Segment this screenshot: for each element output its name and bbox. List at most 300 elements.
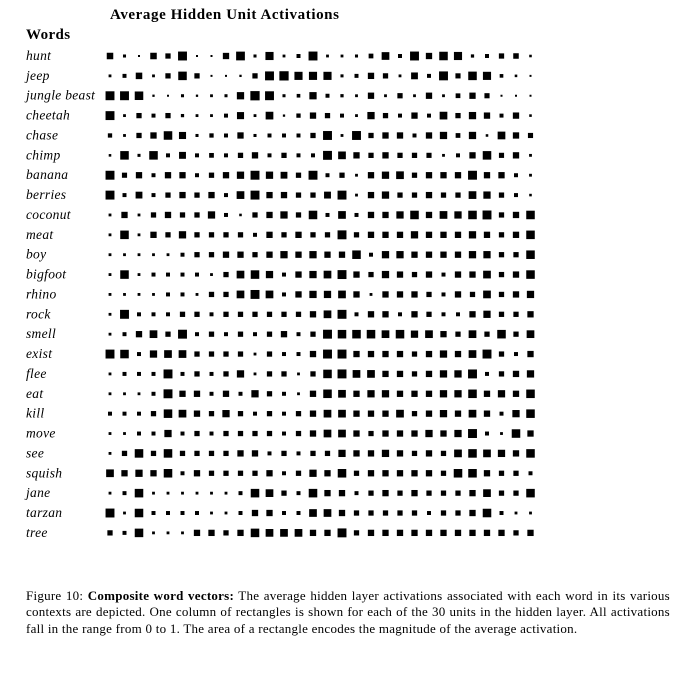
activation-cell bbox=[152, 193, 156, 197]
activation-cell bbox=[194, 371, 199, 376]
activation-cell bbox=[367, 112, 374, 119]
activation-cell bbox=[266, 212, 272, 218]
activation-cell bbox=[238, 232, 243, 237]
activation-cell bbox=[120, 231, 129, 240]
activation-cell bbox=[427, 114, 431, 118]
activation-cell bbox=[368, 93, 374, 99]
activation-cell bbox=[338, 410, 346, 418]
activation-cell bbox=[237, 450, 243, 456]
activation-cell bbox=[123, 134, 126, 137]
activation-cell bbox=[164, 449, 173, 458]
activation-cell bbox=[136, 331, 142, 337]
activation-cell bbox=[281, 312, 286, 317]
activation-cell bbox=[224, 94, 227, 97]
activation-cell bbox=[309, 509, 317, 517]
activation-cell bbox=[527, 530, 533, 536]
activation-cell bbox=[382, 470, 388, 476]
activation-cell bbox=[526, 211, 535, 220]
activation-cell bbox=[483, 271, 491, 279]
activation-cell bbox=[413, 94, 416, 97]
activation-cell bbox=[135, 529, 144, 538]
activation-cell bbox=[411, 391, 417, 397]
activation-cell bbox=[338, 430, 346, 438]
row-label: jeep bbox=[26, 67, 50, 83]
activation-cell bbox=[513, 132, 519, 138]
activation-cell bbox=[499, 351, 504, 356]
activation-cell bbox=[310, 451, 315, 456]
activation-cell bbox=[106, 171, 115, 180]
activation-cell bbox=[137, 432, 141, 436]
activation-cell bbox=[353, 391, 359, 397]
activation-cell bbox=[397, 271, 403, 277]
activation-cell bbox=[354, 471, 359, 476]
activation-cell bbox=[238, 351, 243, 356]
activation-cell bbox=[338, 291, 346, 299]
activation-cell bbox=[297, 133, 301, 137]
activation-cell bbox=[352, 131, 361, 140]
activation-cell bbox=[397, 132, 403, 138]
activation-cell bbox=[181, 114, 184, 117]
activation-cell bbox=[194, 252, 199, 257]
activation-cell bbox=[164, 409, 173, 418]
activation-cell bbox=[427, 511, 431, 515]
activation-cell bbox=[368, 192, 374, 198]
activation-cell bbox=[150, 53, 157, 60]
activation-cell bbox=[297, 352, 301, 356]
activation-cell bbox=[237, 530, 243, 536]
activation-cell bbox=[483, 311, 490, 318]
activation-cell bbox=[109, 74, 112, 77]
activation-cell bbox=[469, 490, 475, 496]
activation-cell bbox=[224, 114, 228, 118]
activation-cell bbox=[224, 332, 228, 336]
activation-cell bbox=[165, 212, 171, 218]
activation-cell bbox=[165, 113, 170, 118]
activation-cell bbox=[223, 451, 228, 456]
activation-cell bbox=[456, 93, 461, 98]
activation-cell bbox=[251, 390, 258, 397]
activation-cell bbox=[239, 491, 243, 495]
activation-cell bbox=[267, 371, 272, 376]
activation-cell bbox=[120, 151, 129, 160]
activation-cell bbox=[352, 250, 361, 259]
activation-cell bbox=[398, 312, 402, 316]
activation-cell bbox=[441, 491, 446, 496]
activation-cell bbox=[179, 410, 187, 418]
activation-cell bbox=[209, 351, 214, 356]
activation-cell bbox=[396, 251, 403, 258]
activation-cell bbox=[324, 310, 332, 318]
activation-cell bbox=[338, 528, 347, 537]
activation-cell bbox=[513, 371, 519, 377]
activation-cell bbox=[398, 114, 402, 118]
activation-cell bbox=[109, 373, 112, 376]
activation-cell bbox=[323, 350, 332, 359]
activation-cell bbox=[353, 291, 359, 297]
activation-cell bbox=[209, 252, 214, 257]
activation-cell bbox=[152, 392, 156, 396]
activation-cell bbox=[338, 450, 345, 457]
activation-cell bbox=[224, 193, 228, 197]
activation-cell bbox=[354, 510, 359, 515]
activation-cell bbox=[513, 530, 518, 535]
activation-cell bbox=[107, 53, 114, 60]
activation-cell bbox=[310, 311, 316, 317]
activation-cell bbox=[382, 430, 388, 436]
activation-cell bbox=[353, 450, 359, 456]
activation-cell bbox=[338, 230, 347, 239]
activation-cell bbox=[310, 430, 316, 436]
activation-cell bbox=[106, 350, 115, 359]
activation-cell bbox=[195, 273, 199, 277]
activation-cell bbox=[252, 312, 257, 317]
activation-cell bbox=[499, 232, 504, 237]
activation-cell bbox=[181, 432, 185, 436]
activation-cell bbox=[468, 429, 477, 438]
activation-cell bbox=[181, 471, 185, 475]
activation-cell bbox=[237, 172, 244, 179]
activation-cell bbox=[123, 54, 126, 57]
activation-cell bbox=[178, 72, 187, 81]
activation-cell bbox=[251, 171, 260, 180]
activation-cells bbox=[106, 52, 535, 538]
activation-cell bbox=[426, 371, 432, 377]
activation-cell bbox=[455, 530, 461, 536]
activation-cell bbox=[513, 312, 518, 317]
activation-cell bbox=[499, 292, 504, 297]
activation-cell bbox=[167, 492, 170, 495]
activation-cell bbox=[211, 75, 213, 77]
activation-cell bbox=[498, 132, 506, 140]
activation-cell bbox=[397, 192, 402, 197]
activation-cell bbox=[109, 392, 112, 395]
activation-cell bbox=[209, 153, 214, 158]
activation-cell bbox=[382, 291, 388, 297]
activation-cell bbox=[326, 213, 330, 217]
activation-cell bbox=[310, 232, 315, 237]
activation-cell bbox=[455, 491, 460, 496]
activation-cell bbox=[369, 253, 373, 257]
activation-cell bbox=[513, 232, 519, 238]
activation-cell bbox=[279, 71, 288, 80]
activation-cell bbox=[282, 511, 286, 515]
activation-cell bbox=[526, 390, 535, 399]
activation-cell bbox=[341, 134, 344, 137]
activation-cell bbox=[382, 212, 388, 218]
activation-cell bbox=[412, 411, 417, 416]
row-label: coconut bbox=[26, 206, 71, 222]
activation-cell bbox=[396, 410, 404, 418]
activation-cell bbox=[440, 252, 446, 258]
activation-cell bbox=[109, 333, 112, 336]
activation-cell bbox=[310, 371, 315, 376]
activation-cell bbox=[268, 133, 272, 137]
activation-cell bbox=[483, 291, 491, 299]
activation-cell bbox=[338, 211, 346, 219]
activation-cell bbox=[411, 72, 418, 79]
caption-bold: Composite word vectors: bbox=[87, 588, 235, 603]
row-label: chase bbox=[26, 127, 59, 143]
activation-cell bbox=[223, 371, 228, 376]
activation-cell bbox=[222, 410, 229, 417]
activation-cell bbox=[209, 232, 214, 237]
activation-cell bbox=[455, 252, 461, 258]
activation-cell bbox=[455, 232, 461, 238]
activation-cell bbox=[500, 511, 504, 515]
activation-cell bbox=[164, 430, 171, 437]
activation-cell bbox=[483, 350, 492, 359]
activation-cell bbox=[297, 511, 301, 515]
activation-cell bbox=[123, 332, 127, 336]
activation-cell bbox=[194, 391, 200, 397]
activation-cell bbox=[152, 372, 156, 376]
activation-cell bbox=[123, 114, 126, 117]
activation-cell bbox=[150, 232, 156, 238]
activation-cell bbox=[181, 492, 184, 495]
row-label: tree bbox=[26, 524, 48, 540]
activation-cell bbox=[397, 93, 402, 98]
activation-cell bbox=[382, 232, 388, 238]
activation-cell bbox=[120, 270, 129, 279]
activation-cell bbox=[500, 114, 504, 118]
activation-cell bbox=[253, 134, 256, 137]
activation-cell bbox=[237, 291, 245, 299]
activation-cell bbox=[194, 411, 200, 417]
activation-cell bbox=[440, 232, 446, 238]
activation-cell bbox=[382, 371, 388, 377]
activation-cell bbox=[121, 212, 127, 218]
activation-cell bbox=[513, 252, 518, 257]
activation-cell bbox=[454, 450, 462, 458]
activation-cell bbox=[267, 391, 272, 396]
activation-cell bbox=[455, 351, 461, 357]
activation-cell bbox=[136, 133, 141, 138]
activation-cell bbox=[440, 370, 447, 377]
activation-cell bbox=[500, 74, 504, 78]
activation-cell bbox=[353, 370, 361, 378]
activation-cell bbox=[527, 430, 533, 436]
activation-cell bbox=[239, 511, 243, 515]
activation-cell bbox=[499, 153, 504, 158]
activation-cell bbox=[266, 529, 274, 537]
activation-cell bbox=[109, 432, 112, 435]
activation-cell bbox=[282, 94, 285, 97]
activation-cell bbox=[223, 232, 228, 237]
activation-cell bbox=[368, 153, 373, 158]
activation-cell bbox=[223, 172, 229, 178]
activation-cell bbox=[296, 411, 301, 416]
activation-cell bbox=[309, 291, 316, 298]
activation-cell bbox=[483, 450, 491, 458]
activation-cell bbox=[471, 54, 474, 57]
activation-cell bbox=[515, 75, 518, 78]
activation-cell bbox=[237, 271, 245, 279]
activation-cell bbox=[251, 270, 260, 279]
activation-cell bbox=[367, 390, 374, 397]
activation-cell bbox=[426, 252, 432, 258]
activation-cell bbox=[410, 211, 419, 220]
activation-cell bbox=[196, 293, 199, 296]
activation-cell bbox=[296, 431, 301, 436]
activation-cell bbox=[484, 172, 490, 178]
activation-cell bbox=[196, 55, 198, 57]
activation-cell bbox=[152, 273, 156, 277]
activation-cell bbox=[297, 54, 301, 58]
activation-cell bbox=[310, 411, 316, 417]
activation-cell bbox=[281, 451, 286, 456]
activation-cell bbox=[165, 192, 170, 197]
activation-cell bbox=[455, 172, 461, 178]
activation-cell bbox=[368, 450, 374, 456]
activation-cell bbox=[252, 450, 258, 456]
activation-cell bbox=[468, 449, 477, 458]
activation-cell bbox=[106, 509, 115, 518]
activation-cell bbox=[252, 510, 258, 516]
activation-cell bbox=[382, 390, 389, 397]
activation-cell bbox=[152, 432, 156, 436]
activation-cell bbox=[282, 292, 286, 296]
activation-cell bbox=[152, 312, 156, 316]
activation-cell bbox=[181, 511, 185, 515]
activation-cell bbox=[483, 72, 491, 80]
activation-cell bbox=[106, 91, 115, 100]
activation-cell bbox=[138, 392, 141, 395]
activation-cell bbox=[250, 91, 259, 100]
activation-cell bbox=[309, 52, 318, 61]
activation-cell bbox=[181, 531, 184, 534]
activation-cell bbox=[486, 134, 489, 137]
activation-cell bbox=[485, 432, 489, 436]
activation-cell bbox=[382, 52, 390, 60]
activation-cell bbox=[196, 114, 199, 117]
activation-cell bbox=[529, 174, 532, 177]
activation-cell bbox=[412, 351, 417, 356]
activation-cell bbox=[210, 492, 213, 495]
activation-cell bbox=[123, 531, 127, 535]
activation-cell bbox=[237, 92, 244, 99]
activation-cell bbox=[267, 431, 272, 436]
activation-cell bbox=[397, 470, 403, 476]
activation-cell bbox=[455, 510, 460, 515]
activation-cell bbox=[454, 390, 461, 397]
activation-cell bbox=[441, 192, 446, 197]
activation-cell bbox=[426, 530, 432, 536]
activation-cell bbox=[440, 331, 446, 337]
activation-cell bbox=[397, 291, 403, 297]
activation-cell bbox=[165, 232, 170, 237]
activation-cell bbox=[254, 114, 257, 117]
activation-cell bbox=[310, 391, 316, 397]
activation-cell bbox=[281, 371, 286, 376]
activation-cell bbox=[294, 72, 302, 80]
activation-cell bbox=[224, 153, 228, 157]
activation-cell bbox=[468, 211, 477, 220]
activation-cell bbox=[223, 53, 229, 59]
activation-cell bbox=[527, 370, 534, 377]
activation-cell bbox=[324, 530, 330, 536]
activation-cell bbox=[164, 469, 173, 478]
activation-cell bbox=[440, 410, 447, 417]
row-label: hunt bbox=[26, 48, 52, 63]
activation-cell bbox=[324, 252, 330, 258]
activation-cell bbox=[251, 529, 260, 538]
activation-cell bbox=[209, 292, 214, 297]
activation-cell bbox=[325, 451, 330, 456]
activation-cell bbox=[266, 112, 274, 120]
words-heading: Words bbox=[26, 27, 71, 43]
activation-cell bbox=[324, 271, 332, 279]
activation-cell bbox=[513, 491, 518, 496]
activation-cell bbox=[355, 54, 358, 57]
row-label: squish bbox=[26, 465, 63, 481]
activation-cell bbox=[136, 192, 143, 199]
activation-cell bbox=[266, 271, 273, 278]
activation-cell bbox=[325, 113, 330, 118]
activation-cell bbox=[238, 411, 243, 416]
activation-cell bbox=[283, 55, 286, 58]
activation-cell bbox=[382, 530, 388, 536]
activation-cell bbox=[499, 212, 504, 217]
activation-cell bbox=[196, 492, 199, 495]
activation-cell bbox=[137, 312, 141, 316]
activation-cell bbox=[180, 312, 185, 317]
activation-cell bbox=[223, 351, 228, 356]
activation-cell bbox=[136, 113, 141, 118]
activation-cell bbox=[442, 312, 446, 316]
activation-cell bbox=[194, 232, 199, 237]
activation-cell bbox=[382, 450, 389, 457]
activation-cell bbox=[370, 293, 373, 296]
activation-cell bbox=[210, 392, 214, 396]
activation-cell bbox=[355, 194, 358, 197]
activation-cell bbox=[297, 392, 300, 395]
activation-cell bbox=[323, 151, 332, 160]
activation-cell bbox=[411, 530, 417, 536]
activation-cell bbox=[368, 510, 373, 515]
activation-cell bbox=[295, 271, 301, 277]
activation-cell bbox=[324, 509, 332, 517]
activation-cell bbox=[280, 211, 287, 218]
activation-cell bbox=[179, 152, 186, 159]
activation-cell bbox=[399, 74, 402, 77]
activation-cell bbox=[454, 52, 462, 60]
activation-cell bbox=[309, 211, 318, 220]
activation-cell bbox=[237, 191, 245, 199]
activation-cell bbox=[397, 530, 403, 536]
activation-cell bbox=[252, 152, 258, 158]
activation-cell bbox=[208, 192, 214, 198]
row-label: cheetah bbox=[26, 107, 71, 123]
activation-cell bbox=[530, 95, 532, 97]
activation-cell bbox=[310, 351, 316, 357]
activation-cell bbox=[355, 174, 358, 177]
activation-cell bbox=[469, 191, 477, 199]
activation-cell bbox=[499, 53, 504, 58]
activation-cell bbox=[527, 311, 533, 317]
activation-cell bbox=[526, 409, 535, 418]
activation-cell bbox=[138, 233, 141, 236]
activation-cell bbox=[165, 73, 170, 78]
activation-cell bbox=[239, 214, 242, 217]
activation-cell bbox=[352, 330, 361, 339]
activation-cell bbox=[297, 332, 301, 336]
activation-cell bbox=[440, 172, 446, 178]
activation-cell bbox=[137, 352, 141, 356]
activation-cell bbox=[282, 412, 286, 416]
activation-cell bbox=[179, 231, 186, 238]
activation-cell bbox=[326, 55, 329, 58]
activation-cell bbox=[223, 312, 228, 317]
